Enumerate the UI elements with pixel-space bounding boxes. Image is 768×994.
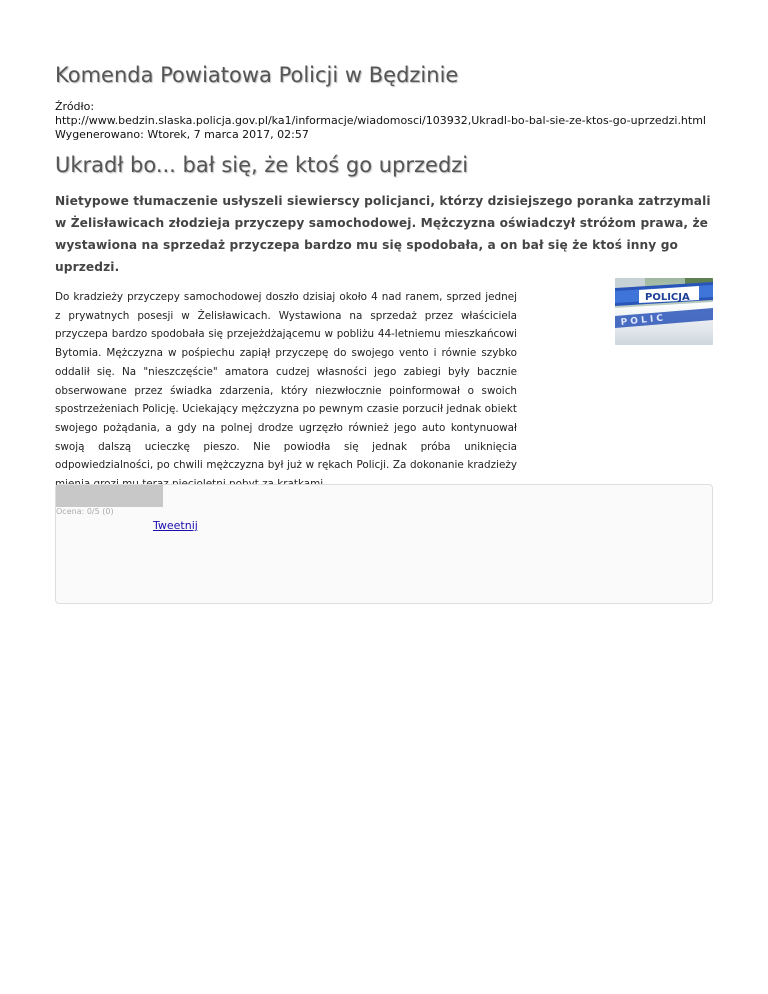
article-body: Do kradzieży przyczepy samochodowej doszło dzisiaj około 4 nad ranem, sprzed jednej z prywatnych posesji w Żelisławicach. Wystawiona na sprzedaż przez właściciela przyczepa bardzo spodobała się przejeżdżającemu w pobliżu 44-letniemu mieszkańcowi Bytomia. Mężczyzna w pośpiechu zapiął przyczepę do swojego vento i równie szybko oddalił się. Na "nieszczęście" amatora cudzej własności jego zabiegi były bacznie obserwowane przez świadka zdarzenia, który niezwłocznie poinformował o swoich spostrzeżeniach Policję. Uciekający mężczyzna po pewnym czasie porzucił jednak obiekt swojego pożądania, a gdy na polnej drodze ugrzęzło również jego auto kontynuował swoją dalszą ucieczkę pieszo. Nie powiodła się jednak próba uniknięcia odpowiedzialności, po chwili mężczyzna był już w rękach Policji. Za dokonanie kradzieży: [55, 291, 517, 472]
article-body-wrap: [55, 288, 713, 494]
rating-stars-widget[interactable]: [56, 485, 163, 507]
police-car-image: [615, 278, 713, 345]
police-sign: POLICJA: [645, 292, 690, 303]
svg-text:P O L I C: P O L I C: [620, 313, 664, 328]
source-label: Źródło:: [55, 100, 95, 113]
police-car-photo: [615, 278, 713, 345]
rating-share-panel: [55, 484, 713, 604]
article-lead: Nietypowe tłumaczenie usłyszeli siewierscy policjanci, którzy dzisiejszego poranka zatrzymali w Żelisławicach złodzieja przyczepy samochodowej. Mężczyzna oświadczył stróżom prawa, że wystawiona na sprzedaż przyczepa bardzo mu się spodobała, a on bał się że ktoś inny go uprzedzi.: [55, 194, 711, 274]
page: [55, 60, 713, 532]
source-url: http://www.bedzin.slaska.policja.gov.pl/ka1/informacje/wiadomosci/103932,Ukradl-bo-bal-sie-ze-ktos-go-uprzedzi.html: [55, 114, 706, 127]
site-title: Komenda Powiatowa Policji w Będzinie: [55, 63, 459, 87]
source-meta: [55, 100, 713, 142]
rating-text: Ocena: 0/5 (0): [56, 507, 114, 516]
generated-date: Wygenerowano: Wtorek, 7 marca 2017, 02:57: [55, 128, 309, 141]
tweet-link[interactable]: Tweetnij: [153, 519, 198, 532]
article-title: Ukradł bo... bał się, że ktoś go uprzedzi: [55, 153, 469, 177]
